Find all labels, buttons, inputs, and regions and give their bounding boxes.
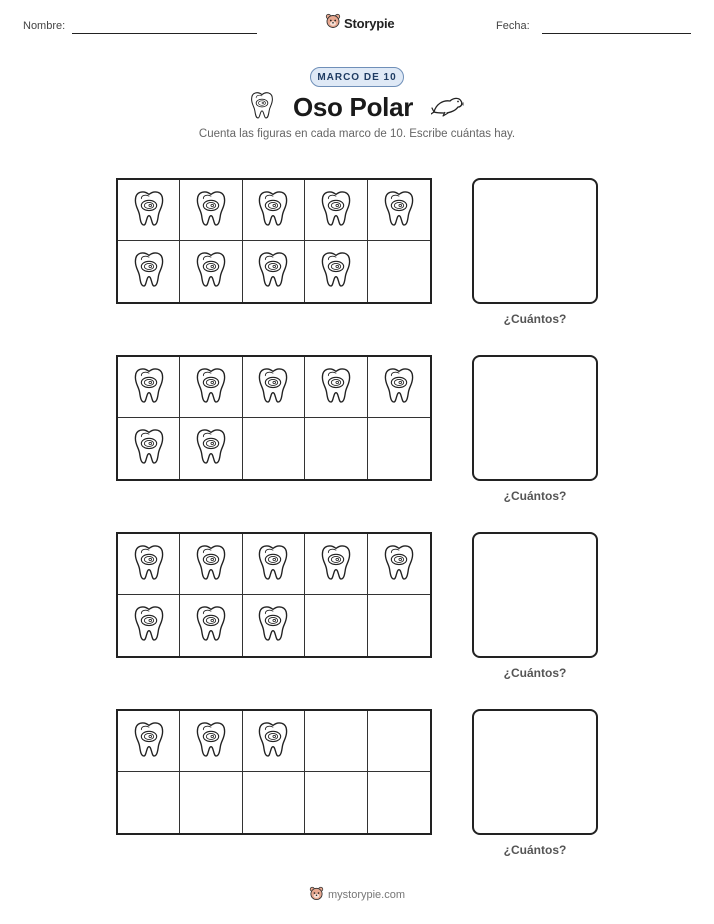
frame-cell	[118, 595, 180, 656]
tooth-with-steak-icon	[194, 540, 228, 589]
bear-mascot-icon	[325, 13, 341, 34]
tooth-with-steak-icon	[132, 363, 166, 412]
frame-cell	[305, 711, 367, 772]
frame-cell	[243, 241, 305, 302]
answer-label: ¿Cuántos?	[503, 312, 567, 326]
frame-cell	[118, 357, 180, 418]
tooth-with-steak-icon	[194, 363, 228, 412]
frame-cell	[180, 241, 242, 302]
frame-cell	[243, 711, 305, 772]
frame-cell	[368, 711, 430, 772]
frame-cell	[118, 241, 180, 302]
tooth-with-steak-icon	[132, 186, 166, 235]
frame-cell	[368, 595, 430, 656]
answer-box[interactable]	[472, 709, 598, 835]
frame-cell	[243, 180, 305, 241]
ten-frame	[116, 355, 432, 481]
tooth-with-steak-icon	[256, 540, 290, 589]
tooth-with-steak-icon	[256, 363, 290, 412]
tooth-with-steak-icon	[194, 247, 228, 296]
page-title: Oso Polar	[292, 91, 414, 122]
tooth-with-steak-icon	[319, 363, 353, 412]
brand-name: Storypie	[344, 15, 395, 31]
frame-cell	[118, 534, 180, 595]
tooth-with-steak-icon	[319, 540, 353, 589]
tooth-with-steak-icon	[194, 424, 228, 473]
frame-cell	[305, 534, 367, 595]
frame-block-1	[0, 178, 714, 338]
bear-mascot-icon	[309, 886, 324, 904]
frame-cell	[368, 418, 430, 479]
frame-cell	[180, 534, 242, 595]
tooth-with-steak-icon	[132, 540, 166, 589]
frame-block-3	[0, 532, 714, 692]
frame-cell	[180, 418, 242, 479]
tooth-with-steak-icon	[319, 186, 353, 235]
tooth-with-steak-icon	[256, 247, 290, 296]
tooth-icon	[249, 90, 275, 125]
ten-frame	[116, 532, 432, 658]
frame-cell	[180, 357, 242, 418]
instructions: Cuenta las figuras en cada marco de 10. Escribe cuántas hay.	[198, 128, 516, 140]
frame-block-4	[0, 709, 714, 869]
tooth-with-steak-icon	[132, 424, 166, 473]
frame-cell	[243, 772, 305, 833]
frame-cell	[305, 180, 367, 241]
tooth-with-steak-icon	[382, 540, 416, 589]
frame-cell	[368, 180, 430, 241]
tooth-with-steak-icon	[382, 363, 416, 412]
tooth-with-steak-icon	[194, 717, 228, 766]
frame-cell	[368, 534, 430, 595]
frame-cell	[305, 241, 367, 302]
seal-icon	[431, 92, 465, 123]
answer-box[interactable]	[472, 178, 598, 304]
answer-label: ¿Cuántos?	[503, 843, 567, 857]
frame-cell	[305, 772, 367, 833]
tooth-with-steak-icon	[382, 186, 416, 235]
ten-frame	[116, 709, 432, 835]
frame-cell	[118, 772, 180, 833]
title-row	[0, 88, 714, 126]
frame-cell	[243, 418, 305, 479]
frame-cell	[305, 595, 367, 656]
frame-cell	[118, 711, 180, 772]
frame-block-2	[0, 355, 714, 515]
frame-cell	[243, 534, 305, 595]
answer-label: ¿Cuántos?	[503, 666, 567, 680]
date-line[interactable]	[542, 33, 691, 34]
frame-cell	[180, 180, 242, 241]
worksheet-type-badge: MARCO DE 10	[310, 67, 404, 87]
date-label: Fecha:	[496, 20, 530, 32]
ten-frame	[116, 178, 432, 304]
frame-cell	[305, 418, 367, 479]
frame-cell	[368, 772, 430, 833]
tooth-with-steak-icon	[132, 247, 166, 296]
name-line[interactable]	[72, 33, 257, 34]
tooth-with-steak-icon	[132, 717, 166, 766]
answer-box[interactable]	[472, 355, 598, 481]
frame-cell	[243, 595, 305, 656]
frame-cell	[180, 711, 242, 772]
tooth-with-steak-icon	[256, 601, 290, 650]
tooth-with-steak-icon	[194, 601, 228, 650]
frame-cell	[305, 357, 367, 418]
frame-cell	[180, 772, 242, 833]
tooth-with-steak-icon	[256, 186, 290, 235]
tooth-with-steak-icon	[319, 247, 353, 296]
frame-cell	[118, 180, 180, 241]
tooth-with-steak-icon	[256, 717, 290, 766]
tooth-with-steak-icon	[194, 186, 228, 235]
tooth-with-steak-icon	[132, 601, 166, 650]
frame-cell	[243, 357, 305, 418]
frame-cell	[368, 241, 430, 302]
answer-box[interactable]	[472, 532, 598, 658]
frame-cell	[180, 595, 242, 656]
footer-url: mystorypie.com	[327, 889, 406, 901]
frame-cell	[118, 418, 180, 479]
answer-label: ¿Cuántos?	[503, 489, 567, 503]
footer	[0, 884, 714, 906]
brand-logo	[325, 12, 394, 34]
name-label: Nombre:	[23, 20, 66, 32]
frame-cell	[368, 357, 430, 418]
